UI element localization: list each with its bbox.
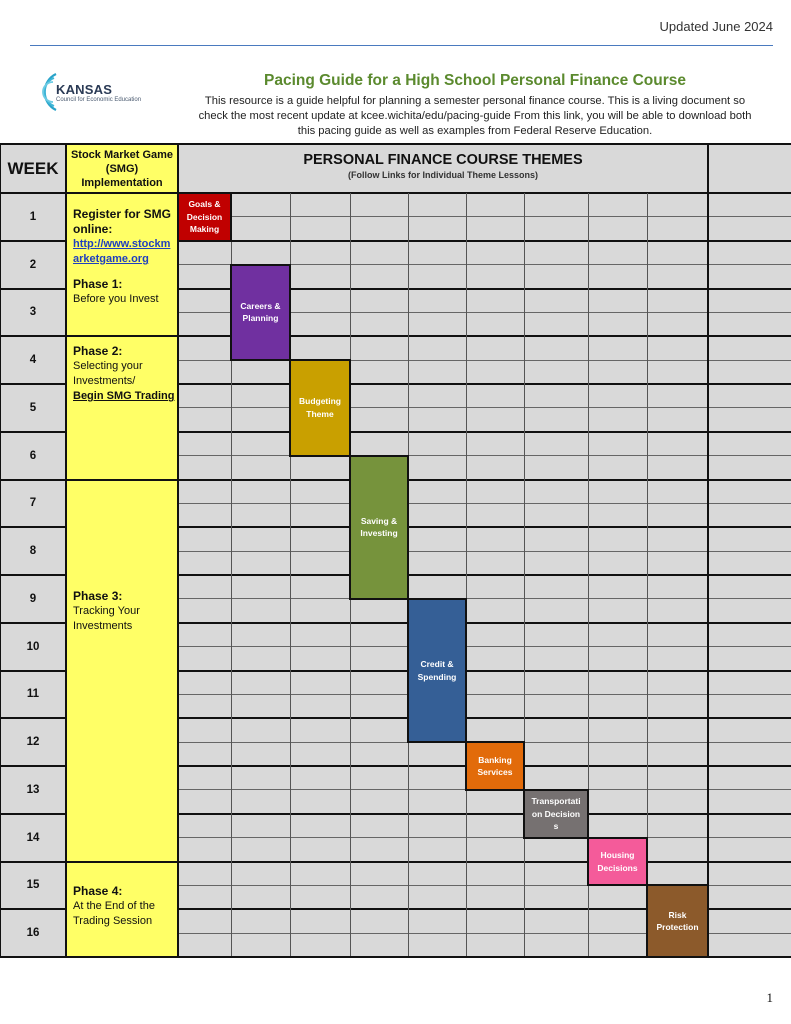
theme-label: Budgeting Theme bbox=[298, 396, 342, 419]
phase-text: Phase 1: bbox=[73, 277, 123, 291]
themes-header bbox=[178, 144, 708, 193]
grid-row-line bbox=[178, 455, 791, 456]
grid-row-line bbox=[178, 503, 791, 504]
theme-label: Risk Protection bbox=[656, 909, 699, 933]
week-row-line bbox=[0, 335, 66, 337]
week-number: 5 bbox=[29, 401, 37, 414]
grid-col-line bbox=[0, 144, 1, 957]
theme-block-goals-decision-making[interactable] bbox=[177, 192, 232, 242]
smg-phase-register bbox=[66, 193, 178, 336]
phase-border bbox=[66, 861, 178, 863]
phase-text: Before you Invest bbox=[73, 293, 159, 305]
page-description: This resource is a guide helpful for planning a semester personal finance course. This is a living document so check the most recent update at kcee.wichita/edu/pacing-guide From this link, you will be able to download both this pacing guide as well as examples from Federal Reserve Education. bbox=[198, 95, 752, 137]
phase-border bbox=[66, 335, 178, 337]
theme-block-credit-spending[interactable] bbox=[407, 598, 467, 743]
grid-col-line bbox=[65, 144, 67, 957]
grid-row-line bbox=[178, 479, 791, 481]
week-number: 16 bbox=[26, 927, 40, 940]
week-row-line bbox=[0, 717, 66, 719]
phase-text: Phase 2: bbox=[73, 344, 123, 359]
theme-block-risk-protection[interactable] bbox=[646, 884, 709, 958]
theme-block-saving-investing[interactable] bbox=[349, 455, 409, 600]
themes-subtitle: (Follow Links for Individual Theme Lessons) bbox=[347, 170, 539, 180]
week-row-line bbox=[0, 765, 66, 767]
grid-row-line bbox=[178, 240, 791, 242]
week-row-line bbox=[0, 813, 66, 815]
grid-row-line bbox=[178, 861, 791, 863]
week-number: 6 bbox=[29, 449, 37, 462]
phase-text bbox=[73, 267, 178, 277]
week-number: 4 bbox=[29, 354, 37, 367]
week-row-line bbox=[0, 383, 66, 385]
pacing-table bbox=[0, 144, 791, 957]
phase-text: Selecting your Investments/ bbox=[73, 360, 143, 388]
week-row-line bbox=[0, 574, 66, 576]
grid-row-line bbox=[178, 694, 791, 695]
smg-link[interactable]: http://www.stockmarketgame.org bbox=[73, 238, 171, 265]
week-row-line bbox=[0, 479, 66, 481]
logo-kansas: KANSAS bbox=[56, 82, 113, 97]
week-number: 2 bbox=[29, 258, 37, 271]
week-row-line bbox=[0, 526, 66, 528]
grid-col-line bbox=[177, 144, 179, 957]
week-number: 11 bbox=[26, 688, 40, 701]
week-row-line bbox=[0, 908, 66, 910]
phase-border bbox=[66, 479, 178, 481]
grid-row-line bbox=[178, 837, 791, 838]
week-number: 9 bbox=[29, 592, 37, 605]
grid-row-line bbox=[178, 526, 791, 528]
theme-block-careers-planning[interactable] bbox=[230, 264, 291, 362]
week-number: 8 bbox=[29, 545, 37, 558]
grid-row-line bbox=[178, 622, 791, 624]
week-row-line bbox=[0, 670, 66, 672]
week-number: 12 bbox=[26, 736, 40, 749]
week-number: 14 bbox=[26, 831, 40, 844]
grid-row-line bbox=[178, 646, 791, 647]
phase-text: Phase 4: bbox=[73, 883, 123, 898]
phase-text: At the End of the Trading Session bbox=[73, 899, 155, 927]
week-row-line bbox=[0, 288, 66, 290]
grid-col-line bbox=[707, 144, 709, 957]
week-row-line bbox=[0, 431, 66, 433]
grid-row-line bbox=[178, 717, 791, 719]
updated-date: Updated June 2024 bbox=[659, 19, 773, 34]
phase-text: Begin SMG Trading bbox=[73, 390, 175, 403]
theme-label: Saving & Investing bbox=[360, 515, 398, 539]
week-number: 10 bbox=[26, 640, 40, 653]
grid-col-line bbox=[466, 193, 467, 957]
grid-row-line bbox=[178, 551, 791, 552]
theme-block-transportation-decisions[interactable] bbox=[523, 789, 589, 839]
theme-label: Transportation Decisions bbox=[531, 796, 581, 831]
grid-row-line bbox=[178, 216, 791, 217]
grid-col-line bbox=[524, 193, 525, 957]
phase-text: Tracking Your Investments bbox=[73, 604, 140, 632]
week-number: 1 bbox=[29, 210, 37, 223]
week-header: WEEK bbox=[7, 158, 59, 178]
smg-phase-phase2 bbox=[66, 336, 178, 479]
grid-row-line bbox=[178, 574, 791, 576]
theme-block-budgeting-theme[interactable] bbox=[289, 359, 351, 457]
week-row-line bbox=[0, 622, 66, 624]
kcee-logo bbox=[30, 68, 160, 116]
theme-label: Credit & Spending bbox=[417, 659, 457, 682]
theme-label: Careers & Planning bbox=[240, 300, 281, 324]
grid-row-line bbox=[178, 383, 791, 385]
week-row-line bbox=[0, 240, 66, 242]
header-rule bbox=[30, 45, 773, 46]
week-number: 13 bbox=[26, 783, 40, 796]
smg-phase-phase4 bbox=[66, 862, 178, 958]
smg-phase-phase3 bbox=[66, 480, 178, 862]
smg-header: Stock Market Game (SMG) Implementation bbox=[66, 144, 178, 193]
logo-council: Council for Economic Education bbox=[56, 97, 142, 103]
grid-row-line bbox=[178, 813, 791, 815]
phase-text: Phase 3: bbox=[73, 588, 123, 603]
theme-block-banking-services[interactable] bbox=[465, 741, 525, 791]
theme-block-housing-decisions[interactable] bbox=[587, 837, 648, 887]
week-number: 3 bbox=[29, 306, 37, 319]
page-number: 1 bbox=[766, 990, 773, 1005]
header-bottom bbox=[0, 192, 791, 194]
theme-label: Banking Services bbox=[477, 754, 513, 777]
grid-row-line bbox=[178, 598, 791, 599]
week-row-line bbox=[0, 861, 66, 863]
grid-row-line bbox=[178, 431, 791, 433]
week-number: 7 bbox=[29, 497, 37, 510]
week-number: 15 bbox=[26, 879, 40, 892]
grid-row-line bbox=[178, 407, 791, 408]
grid-row-line bbox=[178, 670, 791, 672]
themes-title: PERSONAL FINANCE COURSE THEMES bbox=[303, 152, 583, 168]
table-top bbox=[0, 143, 791, 145]
page-title: Pacing Guide for a High School Personal Finance Course bbox=[263, 72, 687, 89]
phase-text: Register for SMG online: bbox=[73, 207, 172, 236]
theme-label: Housing Decisions bbox=[597, 850, 638, 873]
theme-label: Goals & Decision Making bbox=[186, 199, 223, 235]
